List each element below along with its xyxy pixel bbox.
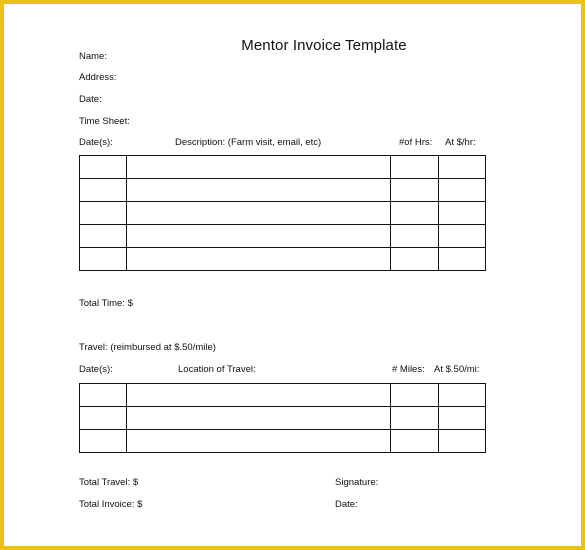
time-hours-cell[interactable] bbox=[391, 202, 439, 225]
time-rate-header: At $/hr: bbox=[445, 137, 476, 148]
time-hours-cell[interactable] bbox=[391, 179, 439, 202]
time-date-cell[interactable] bbox=[80, 202, 127, 225]
time-sheet-table bbox=[79, 155, 486, 271]
time-hours-header: #of Hrs: bbox=[399, 137, 433, 148]
time-hours-cell[interactable] bbox=[391, 248, 439, 271]
total-invoice-label: Total Invoice: $ bbox=[79, 499, 143, 510]
time-date-cell[interactable] bbox=[80, 248, 127, 271]
travel-date-cell[interactable] bbox=[80, 430, 127, 453]
travel-date-cell[interactable] bbox=[80, 407, 127, 430]
date-label: Date: bbox=[79, 94, 102, 105]
time-date-cell[interactable] bbox=[80, 225, 127, 248]
total-travel-label: Total Travel: $ bbox=[79, 477, 139, 488]
table-row bbox=[80, 179, 486, 202]
travel-location-cell[interactable] bbox=[127, 384, 391, 407]
time-description-cell[interactable] bbox=[127, 179, 391, 202]
time-sheet-label: Time Sheet: bbox=[79, 116, 130, 127]
time-rate-cell[interactable] bbox=[439, 248, 486, 271]
table-row bbox=[80, 430, 486, 453]
time-description-cell[interactable] bbox=[127, 202, 391, 225]
time-description-cell[interactable] bbox=[127, 248, 391, 271]
travel-miles-header: # Miles: bbox=[392, 364, 425, 375]
travel-rate-cell[interactable] bbox=[439, 407, 486, 430]
travel-miles-cell[interactable] bbox=[391, 384, 439, 407]
time-date-cell[interactable] bbox=[80, 156, 127, 179]
time-hours-cell[interactable] bbox=[391, 156, 439, 179]
travel-location-cell[interactable] bbox=[127, 430, 391, 453]
table-row bbox=[80, 384, 486, 407]
travel-rate-cell[interactable] bbox=[439, 430, 486, 453]
document-title: Mentor Invoice Template bbox=[241, 37, 407, 54]
table-row bbox=[80, 407, 486, 430]
time-date-header: Date(s): bbox=[79, 137, 113, 148]
table-row bbox=[80, 156, 486, 179]
name-label: Name: bbox=[79, 51, 107, 62]
time-rate-cell[interactable] bbox=[439, 202, 486, 225]
time-description-cell[interactable] bbox=[127, 225, 391, 248]
table-row bbox=[80, 248, 486, 271]
time-hours-cell[interactable] bbox=[391, 225, 439, 248]
time-rate-cell[interactable] bbox=[439, 179, 486, 202]
invoice-page bbox=[4, 4, 581, 546]
travel-miles-cell[interactable] bbox=[391, 430, 439, 453]
time-rate-cell[interactable] bbox=[439, 225, 486, 248]
total-time-label: Total Time: $ bbox=[79, 298, 133, 309]
address-label: Address: bbox=[79, 72, 117, 83]
time-rate-cell[interactable] bbox=[439, 156, 486, 179]
travel-location-cell[interactable] bbox=[127, 407, 391, 430]
travel-heading: Travel: (reimbursed at $.50/mile) bbox=[79, 342, 216, 353]
travel-miles-cell[interactable] bbox=[391, 407, 439, 430]
time-description-header: Description: (Farm visit, email, etc) bbox=[175, 137, 322, 148]
time-description-cell[interactable] bbox=[127, 156, 391, 179]
travel-rate-header: At $.50/mi: bbox=[434, 364, 480, 375]
travel-location-header: Location of Travel: bbox=[178, 364, 256, 375]
travel-date-cell[interactable] bbox=[80, 384, 127, 407]
time-date-cell[interactable] bbox=[80, 179, 127, 202]
travel-rate-cell[interactable] bbox=[439, 384, 486, 407]
travel-table bbox=[79, 383, 486, 453]
footer-date-label: Date: bbox=[335, 499, 358, 510]
table-row bbox=[80, 202, 486, 225]
signature-label: Signature: bbox=[335, 477, 379, 488]
travel-date-header: Date(s): bbox=[79, 364, 113, 375]
table-row bbox=[80, 225, 486, 248]
